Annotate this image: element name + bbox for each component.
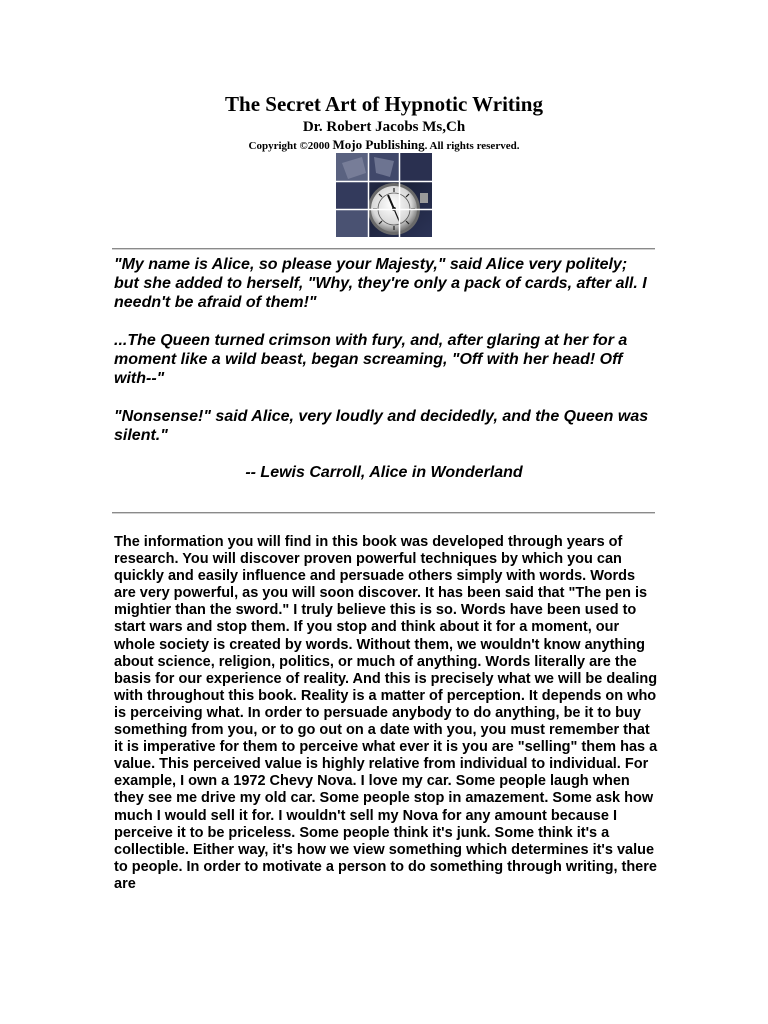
cover-image (336, 153, 432, 237)
stopwatch-icon (336, 153, 432, 237)
copyright-prefix: Copyright ©2000 (248, 140, 333, 152)
divider-bottom (112, 512, 655, 514)
publisher-name: Mojo Publishing (332, 137, 425, 152)
divider-top (112, 248, 655, 250)
quote-paragraph-3: "Nonsense!" said Alice, very loudly and decidedly, and the Queen was silent." (114, 408, 649, 444)
quote-paragraph-2: ...The Queen turned crimson with fury, and, after glaring at her for a moment like a wild beast, began screaming, "Off with her head! Off with--" (114, 332, 628, 387)
quote-attribution: -- Lewis Carroll, Alice in Wonderland (245, 464, 523, 481)
document-author: Dr. Robert Jacobs Ms,Ch (302, 119, 466, 135)
copyright-line (0, 137, 768, 154)
quote-paragraph-1: "My name is Alice, so please your Majesty," said Alice very politely; but she added to herself, "Why, they're only a pack of cards, after all. I needn't be afraid of them!" (114, 256, 647, 311)
copyright-suffix: . All rights reserved. (424, 140, 520, 152)
document-title: The Secret Art of Hypnotic Writing (225, 92, 543, 116)
body-paragraph: The information you will find in this book was developed through years of research. You will discover proven powerful techniques by which you can quickly and easily influence and persuade others simply with words. Words are very powerful, as you will soon discover. It has been said that "The pen is mightier than the sword." I truly believe this is so. Words have been used to start wars and stop them. If you stop and think about it for a moment, our whole society is created by words. Without them, we wouldn't know anything about science, religion, politics, or much of anything. Words literally are the basis for our experience of reality. And this is precisely what we will be dealing with throughout this book. Reality is a matter of perception. It depends on who is perceiving what. In order to persuade anybody to do anything, be it to buy something from you, or to go out on a date with you, you must remember that it is imperative for them to perceive what ever it is you are "selling" them has a value. This perceived value is highly relative from individual to individual. For example, I own a 1972 Chevy Nova. I love my car. Some people laugh when they see me drive my old car. Some people stop in amazement. Some ask how much I would sell it for. I wouldn't sell my Nova for any amount because I perceive it to be priceless. Some people think it's junk. Some think it's a collectible. Either way, it's how we view something which determines it's value to people. In order to motivate a person to do something through writing, there are (114, 534, 658, 892)
